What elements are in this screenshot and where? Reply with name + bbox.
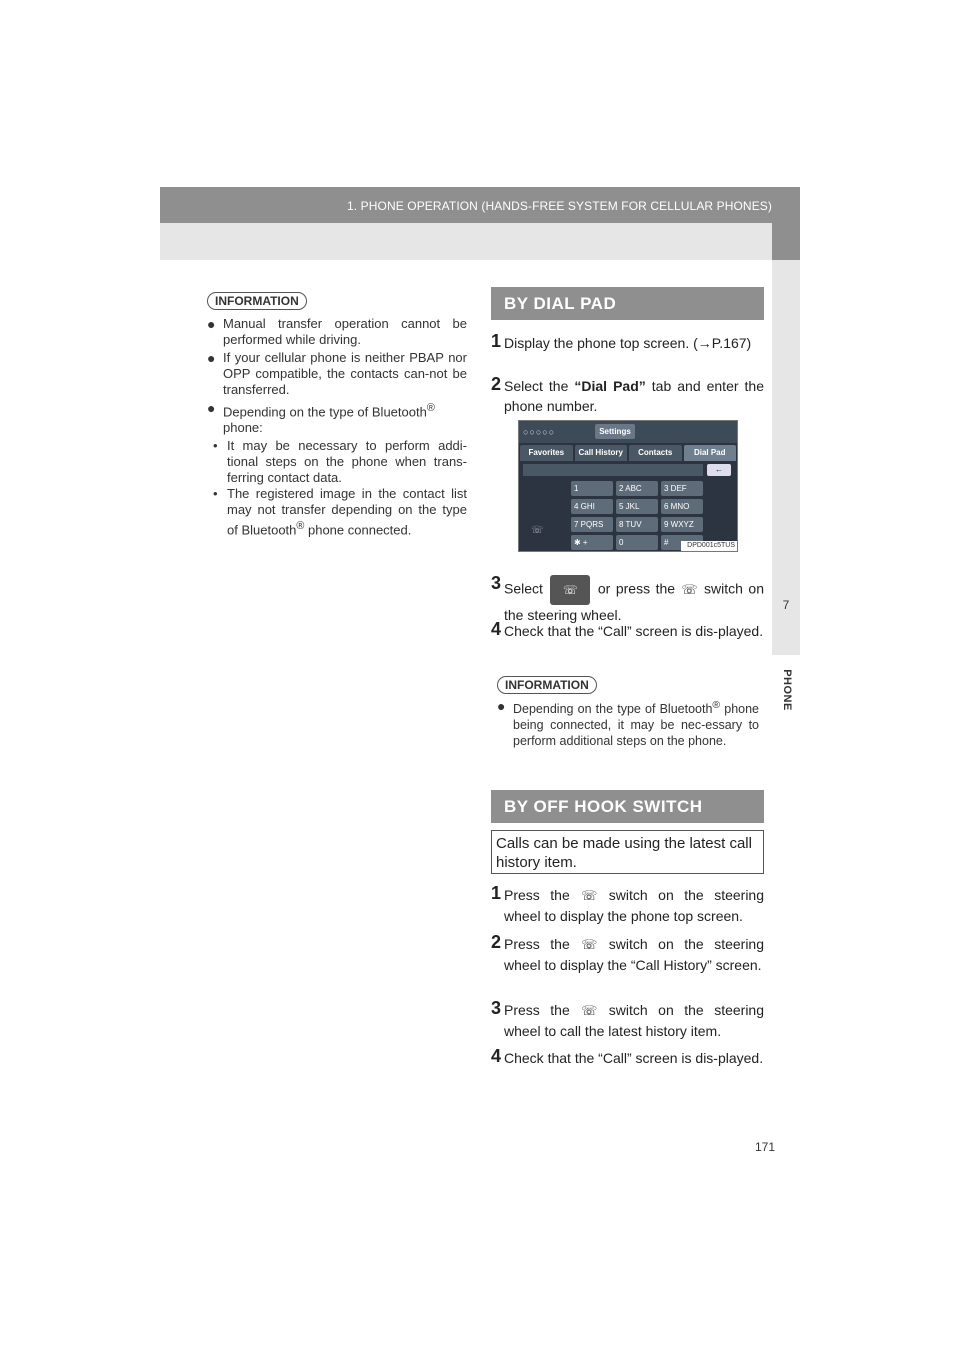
step-item xyxy=(491,621,764,641)
keypad-key[interactable]: 2 ABC xyxy=(616,481,658,496)
chapter-name-label: PHONE xyxy=(781,669,793,711)
information-box-left xyxy=(207,292,467,539)
keypad-key[interactable]: 4 GHI xyxy=(571,499,613,514)
step-text: Display the phone top screen. (→P.167) xyxy=(504,335,752,351)
info-bullet-text: Manual transfer operation cannot be performed while driving. xyxy=(223,316,467,347)
step-item xyxy=(491,333,764,353)
step-number: 2 xyxy=(491,374,502,394)
lead-text-box: Calls can be made using the latest call history item. xyxy=(491,830,764,874)
keypad-key[interactable]: 9 WXYZ xyxy=(661,517,703,532)
info-bullet xyxy=(207,400,467,436)
keypad-key[interactable]: 6 MNO xyxy=(661,499,703,514)
chapter-number: 7 xyxy=(782,598,790,612)
keypad-key[interactable]: 1 xyxy=(571,481,613,496)
tab-dial-pad[interactable]: Dial Pad xyxy=(684,445,737,461)
step-text-part: tab and enter the phone number. xyxy=(504,378,764,414)
step-text-part: switch on the steering wheel to display the phone top screen. xyxy=(504,887,765,924)
step-text-part: switch on the steering wheel to call the latest history item. xyxy=(504,1002,765,1039)
bullet-icon: ● xyxy=(207,400,216,416)
step-item xyxy=(491,575,764,625)
phone-icon: ☏ xyxy=(581,937,598,952)
bullet-icon: ● xyxy=(497,698,506,714)
information-box-right xyxy=(497,676,759,751)
page-number: 171 xyxy=(754,1140,775,1154)
step-text-part: Press the xyxy=(504,1002,581,1018)
keypad-key[interactable]: # xyxy=(661,535,703,550)
chapter-side-tab-top xyxy=(772,223,800,260)
step-number: 3 xyxy=(491,998,502,1018)
step-text xyxy=(491,885,764,926)
settings-button[interactable]: Settings xyxy=(595,424,635,439)
phone-icon: ☏ xyxy=(681,581,698,597)
step-number: 3 xyxy=(491,573,502,593)
screen-tab-bar xyxy=(519,445,737,461)
info-bullet-text: phone being connected, it may be nec-essary to perform additional steps on the phone. xyxy=(513,702,760,749)
chapter-number-box xyxy=(772,585,800,655)
keypad-key[interactable]: 5 JKL xyxy=(616,499,658,514)
registered-mark: ® xyxy=(296,520,305,533)
info-sub-bullet xyxy=(207,438,467,486)
step-item xyxy=(491,376,764,416)
step-number: 2 xyxy=(491,932,502,952)
signal-icon: ○○○○○ xyxy=(523,427,556,437)
keypad-key[interactable]: 8 TUV xyxy=(616,517,658,532)
phone-icon: ☏ xyxy=(581,888,598,903)
bullet-icon: ● xyxy=(207,316,216,332)
chapter-side-tab xyxy=(772,223,800,620)
step-number: 4 xyxy=(491,1046,502,1066)
info-bullet-text: Depending on the type of Bluetooth xyxy=(223,404,427,420)
tab-favorites[interactable]: Favorites xyxy=(520,445,573,461)
step-text-part: switch on the steering wheel to display the “Call History” screen. xyxy=(504,936,765,973)
info-bullet xyxy=(497,698,759,749)
call-button-icon[interactable]: ☏ xyxy=(531,525,544,536)
keypad xyxy=(571,481,703,550)
step-item xyxy=(491,885,764,926)
info-bullet xyxy=(207,316,467,348)
keypad-key[interactable]: ✱ + xyxy=(571,535,613,550)
step-text-part: switch on the steering wheel. xyxy=(504,580,764,623)
chapter-name xyxy=(780,655,794,725)
step-item xyxy=(491,1000,764,1041)
step-text-part: Press the xyxy=(504,887,581,903)
keypad-key[interactable]: 7 PQRS xyxy=(571,517,613,532)
tab-contacts[interactable]: Contacts xyxy=(629,445,682,461)
call-button-icon: ☏ xyxy=(550,575,590,605)
keypad-key[interactable]: 0 xyxy=(616,535,658,550)
step-text-part: Select the xyxy=(504,378,575,394)
dial-pad-tab-label: “Dial Pad” xyxy=(574,378,646,394)
info-sub-bullet xyxy=(207,486,467,538)
step-text-part: or press the xyxy=(592,580,681,597)
step-item xyxy=(491,934,764,975)
tab-call-history[interactable]: Call History xyxy=(575,445,628,461)
step-text-part: Select xyxy=(504,580,549,597)
information-tag: INFORMATION xyxy=(207,292,307,310)
step-text xyxy=(491,575,764,625)
info-bullet-text: If your cellular phone is neither PBAP nor OPP compatible, the contacts can-not be transferred. xyxy=(223,350,467,397)
image-code: DPD001c5TUS xyxy=(681,541,737,551)
section-heading-off-hook: BY OFF HOOK SWITCH xyxy=(491,790,764,823)
info-sub-text: It may be necessary to perform addi-tional steps on the phone when trans-ferring contact data. xyxy=(227,438,467,486)
info-bullet-text: phone: xyxy=(223,420,263,436)
step-number: 1 xyxy=(491,883,502,903)
info-sub-text: phone connected. xyxy=(304,522,412,538)
information-tag: INFORMATION xyxy=(497,676,597,694)
step-item xyxy=(491,1048,764,1068)
registered-mark: ® xyxy=(426,402,435,414)
bullet-icon: ● xyxy=(207,350,216,366)
keypad-key[interactable]: 3 DEF xyxy=(661,481,703,496)
dial-pad-screenshot xyxy=(518,420,738,552)
step-text: Check that the “Call” screen is dis-played. xyxy=(504,623,764,639)
page-header-title: 1. PHONE OPERATION (HANDS-FREE SYSTEM FOR CELLULAR PHONES) xyxy=(347,199,772,213)
phone-icon: ☏ xyxy=(581,1003,598,1018)
step-text: Check that the “Call” screen is dis-played. xyxy=(504,1050,764,1066)
step-text-part: Press the xyxy=(504,936,581,952)
registered-mark: ® xyxy=(712,700,721,711)
info-bullet-text: Depending on the type of Bluetooth xyxy=(513,702,713,717)
step-text xyxy=(491,376,764,416)
step-number: 4 xyxy=(491,619,502,639)
info-sub-text: The registered image in the contact list may not transfer depending on the type of Bluetooth xyxy=(227,486,467,538)
number-display-field xyxy=(523,464,703,476)
sub-bullet-icon: • xyxy=(213,486,218,502)
step-number: 1 xyxy=(491,331,502,351)
info-bullet xyxy=(207,350,467,398)
section-heading-dial-pad: BY DIAL PAD xyxy=(491,287,764,320)
sub-bullet-icon: • xyxy=(213,438,218,454)
step-text xyxy=(491,1000,764,1041)
backspace-button[interactable]: ← xyxy=(707,464,731,476)
step-text xyxy=(491,934,764,975)
